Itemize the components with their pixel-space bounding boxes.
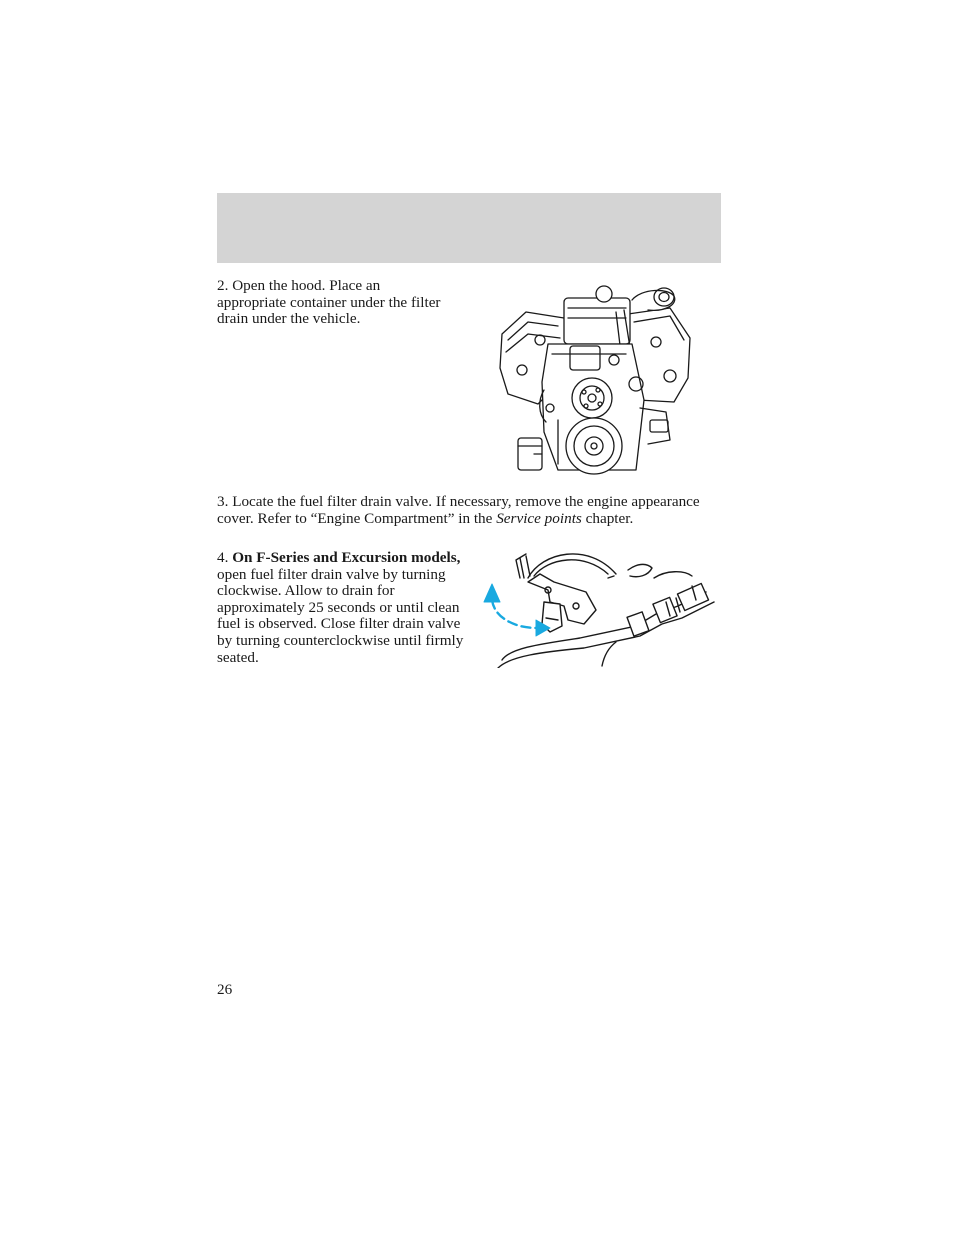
step-4-number: 4. (217, 549, 233, 566)
step-3-text-end: chapter. (581, 509, 634, 527)
step-3-text-start: 3. Locate the fuel filter drain valve. If necessary, remove the engine appearance cover. Refer to “Engine Compartment” in the (217, 493, 700, 527)
fuel-filter-drain-valve-icon (480, 548, 720, 668)
engine-illustration (498, 282, 694, 478)
service-points-reference: Service points (496, 509, 582, 527)
step-4-paragraph (217, 550, 475, 666)
engine-icon (498, 282, 694, 478)
page-number: 26 (217, 981, 233, 998)
step-2-text: 2. Open the hood. Place an appropriate container under the filter drain under the vehicle. (217, 277, 441, 328)
section-header-band (217, 193, 721, 263)
step-4-model-note: On F-Series and Excursion models, (232, 549, 461, 566)
step-2-paragraph (217, 278, 452, 328)
step-3-paragraph (217, 494, 722, 527)
step-4-text: open fuel filter drain valve by turning clockwise. Allow to drain for approximately 25 seconds or until clean fuel is observed. Close filter drain valve by turning counterclockwise until firmly seated. (217, 565, 464, 666)
drain-valve-illustration (480, 548, 720, 668)
